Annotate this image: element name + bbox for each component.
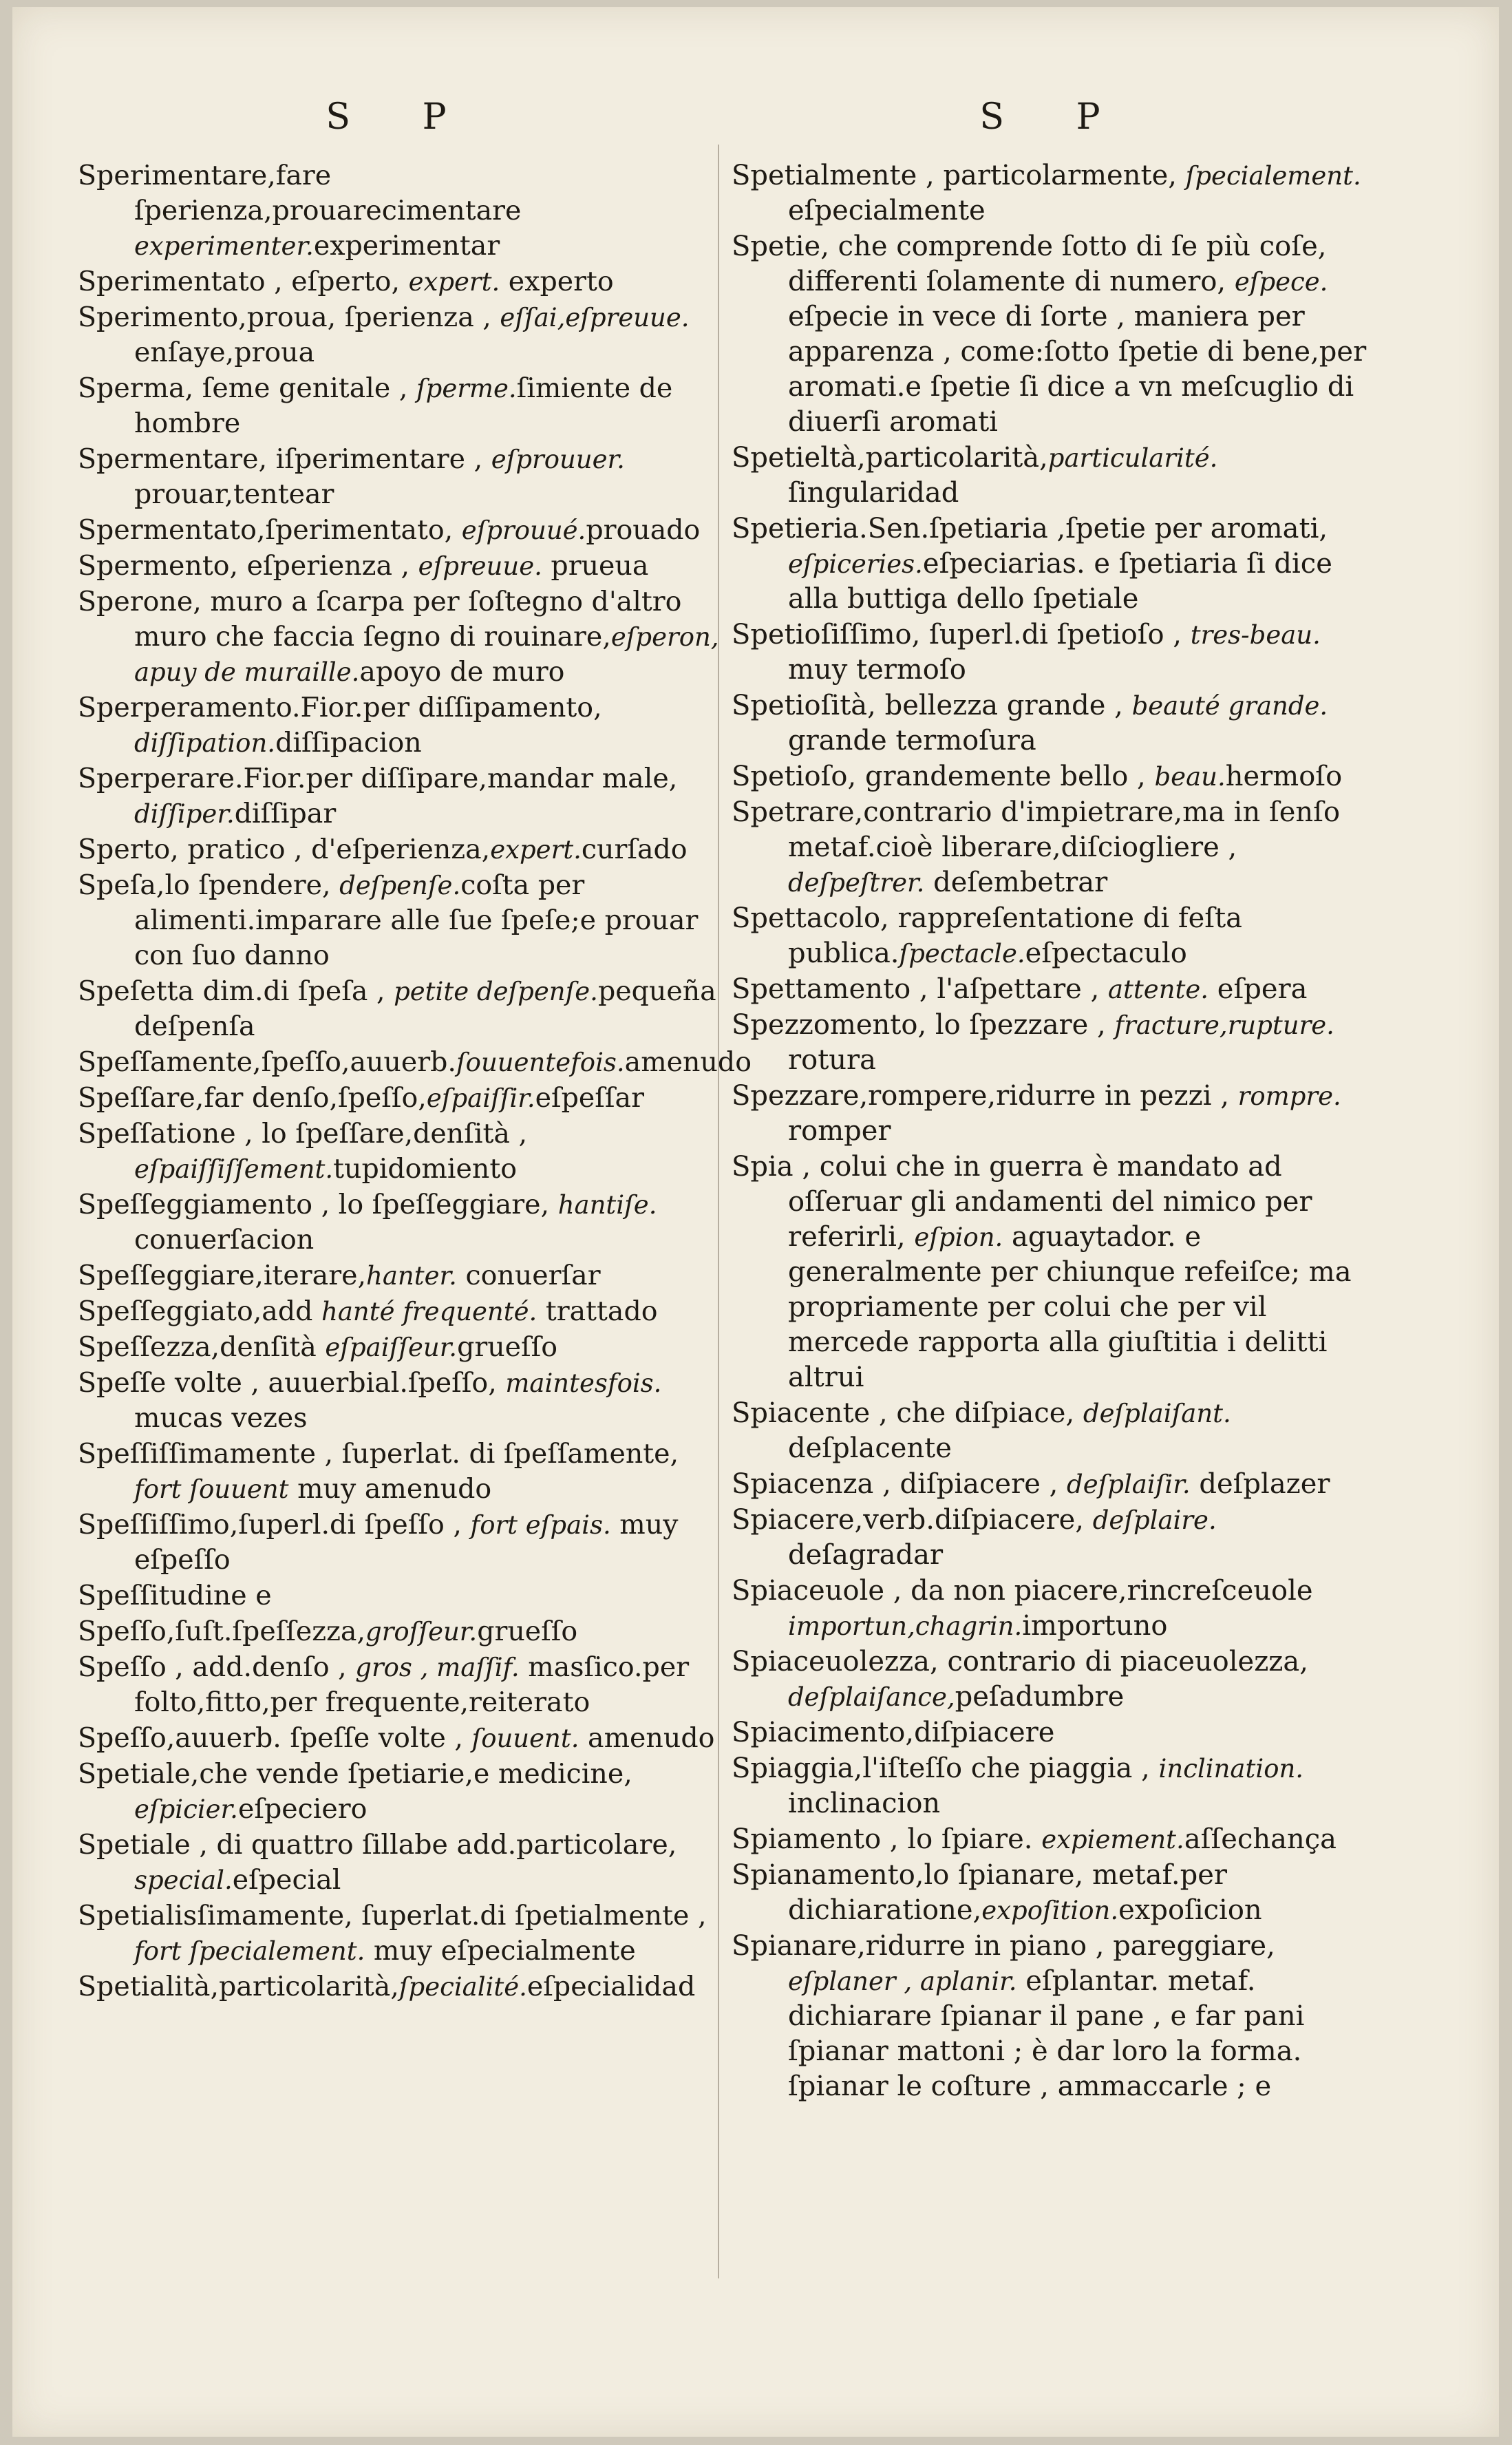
entry-definition: ,denſità bbox=[211, 1331, 326, 1363]
dictionary-entry bbox=[78, 1828, 725, 1898]
entry-spanish: eſplantar. metaf. dichiarare ſpianar il pane , e far pani ſpianar mattoni ; è dar loro la forma. ſpianar le coſture , ammaccarle ; e bbox=[788, 1965, 1305, 2102]
entry-definition: , diſpiacere , bbox=[873, 1468, 1067, 1500]
left-running-head: S P bbox=[326, 96, 477, 138]
entry-french: eſpreuue. bbox=[418, 551, 542, 581]
entry-spanish: trattado bbox=[537, 1295, 658, 1327]
dictionary-entry bbox=[732, 1929, 1378, 2104]
entry-spanish: eſpecie in vece di ſorte , maniera per apparenza , come:ſotto ſpetie di bene,per aromati.e ſpetie ſi dice a vn meſcuglio di diuerſi aromati bbox=[788, 301, 1367, 438]
entry-lemma: Spermento bbox=[78, 550, 230, 582]
entry-lemma: Sperma bbox=[78, 372, 185, 404]
entry-lemma: Spermentare bbox=[78, 443, 259, 475]
dictionary-entry bbox=[732, 688, 1378, 759]
entry-spanish: muy eſpecialmente bbox=[365, 1935, 636, 1967]
entry-spanish: muy termoſo bbox=[788, 654, 966, 686]
dictionary-entry bbox=[732, 511, 1378, 617]
entry-definition: , iſperimentare , bbox=[258, 443, 491, 475]
entry-spanish: conuerſar bbox=[456, 1260, 601, 1291]
dictionary-entry bbox=[732, 1079, 1378, 1149]
entry-lemma: Spianamento bbox=[732, 1859, 915, 1891]
dictionary-entry bbox=[78, 264, 725, 299]
entry-definition: , muro a ſcarpa per ſoſtegno d'altro muro che faccia ſegno di rouinare, bbox=[134, 586, 682, 653]
entry-french: eſpaiſſiſſement. bbox=[134, 1154, 334, 1184]
entry-lemma: Spetieria bbox=[732, 513, 859, 544]
entry-spanish: eſpectaculo bbox=[1025, 938, 1187, 969]
entry-definition: , rappreſentatione di feſta publica. bbox=[788, 902, 1243, 969]
entry-definition: ,verb.diſpiacere, bbox=[854, 1504, 1093, 1536]
entry-definition: , ſuperlat.di ſpetialmente , bbox=[344, 1900, 707, 1931]
dictionary-entry bbox=[78, 1507, 725, 1578]
dictionary-entry bbox=[732, 1467, 1378, 1502]
dictionary-entry bbox=[732, 1574, 1378, 1644]
dictionary-entry bbox=[732, 1644, 1378, 1715]
entry-spanish: amenudo bbox=[579, 1722, 715, 1754]
entry-french: deſplaiſir. bbox=[1067, 1470, 1191, 1499]
dictionary-entry bbox=[78, 832, 725, 867]
entry-definition: , che comprende ſotto di ſe più coſe, differenti ſolamente di numero, bbox=[788, 231, 1327, 297]
entry-lemma: Spia bbox=[732, 1151, 794, 1183]
entry-lemma: Spetialità bbox=[78, 1971, 211, 2002]
entry-french: expert. bbox=[490, 835, 582, 865]
entry-definition: , particolarmente, bbox=[917, 160, 1186, 191]
entry-lemma: Spettacolo bbox=[732, 902, 881, 934]
entry-definition: .Fior.per diſſipamento, bbox=[291, 692, 602, 723]
entry-lemma: Spetrare bbox=[732, 796, 855, 828]
entry-spanish: pequeña deſpenſa bbox=[134, 975, 716, 1042]
entry-lemma: Sperperare bbox=[78, 763, 235, 794]
entry-spanish: hermoſo bbox=[1225, 761, 1343, 792]
dictionary-entry bbox=[78, 1757, 725, 1827]
entry-definition: ,far denſo,ſpeſſo, bbox=[195, 1082, 427, 1114]
entry-spanish: romper bbox=[788, 1115, 891, 1147]
entry-definition: , che diſpiace, bbox=[870, 1397, 1083, 1429]
entry-lemma: Speſſare bbox=[78, 1082, 195, 1114]
entry-definition: , eſperto, bbox=[265, 266, 409, 297]
entry-spanish: grueſſo bbox=[457, 1331, 558, 1363]
entry-lemma: Sperimentato bbox=[78, 266, 266, 297]
entry-lemma: Speſſeggiato bbox=[78, 1295, 253, 1327]
entry-definition: , contrario di piaceuolezza, bbox=[930, 1646, 1308, 1677]
entry-definition: , lo ſpeſſare,denſità , bbox=[235, 1118, 528, 1150]
entry-french: expiement. bbox=[1041, 1825, 1184, 1854]
entry-lemma: Spiacimento bbox=[732, 1717, 906, 1748]
right-running-head: S P bbox=[979, 96, 1131, 138]
entry-definition: , ſeme genitale , bbox=[184, 372, 416, 404]
dictionary-entry bbox=[732, 1858, 1378, 1928]
entry-definition: .Fior.per diſſipare,mandar male, bbox=[234, 763, 678, 794]
entry-spanish: expoſicion bbox=[1118, 1894, 1262, 1926]
entry-french: fort eſpais. bbox=[470, 1510, 611, 1540]
entry-spanish: rotura bbox=[788, 1044, 877, 1076]
entry-lemma: Speſetta bbox=[78, 975, 195, 1007]
entry-spanish: eſpecial bbox=[232, 1864, 341, 1896]
entry-definition: ,auuerb. ſpeſſe volte , bbox=[166, 1722, 472, 1754]
entry-spanish: deſplacente bbox=[788, 1432, 952, 1464]
dictionary-entry bbox=[78, 1081, 725, 1116]
entry-definition: , da non piacere,rincreſceuole bbox=[884, 1575, 1313, 1607]
dictionary-entry bbox=[732, 1396, 1378, 1466]
entry-lemma: Spetiale bbox=[78, 1829, 191, 1861]
entry-lemma: Sperimento bbox=[78, 301, 239, 333]
entry-definition: , l'aſpettare , bbox=[911, 973, 1108, 1005]
entry-spanish: aſſechança bbox=[1184, 1823, 1337, 1855]
entry-definition: ,ſuperl.di ſpeſſo , bbox=[229, 1509, 471, 1541]
entry-french: eſpicier. bbox=[134, 1795, 238, 1824]
entry-spanish: mucas vezes bbox=[134, 1402, 308, 1434]
entry-definition: , ſuperlat. di ſpeſſamente, bbox=[316, 1438, 679, 1470]
entry-spanish: eſpecialidad bbox=[526, 1971, 696, 2002]
entry-french: eſpaiſſeur. bbox=[325, 1333, 458, 1362]
entry-definition: , di quattro ſillabe add.particolare, bbox=[190, 1829, 677, 1861]
dictionary-entry bbox=[78, 1721, 725, 1756]
entry-french: diſſiper. bbox=[134, 799, 235, 829]
dictionary-entry bbox=[732, 617, 1378, 688]
entry-spanish: peſadumbre bbox=[955, 1681, 1125, 1713]
entry-definition: ,l'iſteſſo che piaggia , bbox=[853, 1753, 1159, 1784]
entry-french: experimenter. bbox=[134, 231, 314, 261]
dictionary-entry bbox=[732, 1822, 1378, 1857]
entry-spanish: deſembetrar bbox=[924, 867, 1108, 898]
entry-lemma: Spezzare bbox=[732, 1080, 860, 1112]
dictionary-entry bbox=[78, 1116, 725, 1187]
entry-lemma: Spetialmente bbox=[732, 160, 917, 191]
entry-french: groſſeur. bbox=[365, 1617, 478, 1647]
dictionary-entry bbox=[78, 1437, 725, 1507]
entry-french: inclination. bbox=[1158, 1754, 1304, 1784]
entry-spanish: importuno bbox=[1022, 1610, 1168, 1642]
entry-french: fort ſouuent bbox=[134, 1474, 289, 1504]
entry-french: eſſai,eſpreuue. bbox=[500, 303, 690, 332]
entry-definition: , grandemente bello , bbox=[847, 761, 1155, 792]
entry-lemma: Spiacente bbox=[732, 1397, 871, 1429]
entry-definition: , add.denſo , bbox=[166, 1651, 356, 1683]
entry-definition: , lo ſpezzare , bbox=[917, 1009, 1115, 1041]
entry-spanish: diſſipar bbox=[234, 798, 337, 829]
entry-french: eſpiceries. bbox=[788, 549, 923, 579]
entry-lemma: Spezzomento bbox=[732, 1009, 918, 1041]
entry-lemma: Speſſo bbox=[78, 1651, 167, 1683]
entry-lemma: Speſſiſſimo bbox=[78, 1509, 230, 1541]
entry-french: ſperme. bbox=[416, 374, 517, 403]
dictionary-entry bbox=[78, 584, 725, 690]
dictionary-entry bbox=[78, 974, 725, 1044]
entry-spanish: diſſipacion bbox=[275, 727, 422, 759]
entry-french: deſpeſtrer. bbox=[788, 868, 925, 898]
dictionary-entry bbox=[78, 1898, 725, 1969]
entry-lemma: Sperimentare bbox=[78, 160, 268, 191]
dictionary-entry bbox=[732, 1008, 1378, 1078]
right-column bbox=[732, 89, 1378, 2105]
entry-definition: , lo ſpeſſeggiare, bbox=[312, 1189, 558, 1220]
entry-spanish: experimentar bbox=[313, 230, 500, 262]
entry-definition: e bbox=[246, 1580, 272, 1611]
entry-definition: , auuerbial.ſpeſſo, bbox=[242, 1367, 506, 1399]
entry-french: eſperon, apuy de muraille. bbox=[134, 622, 719, 687]
dictionary-entry bbox=[732, 441, 1378, 511]
dictionary-entry bbox=[78, 1650, 725, 1720]
dictionary-entry bbox=[732, 901, 1378, 971]
entry-lemma: Speſſezza bbox=[78, 1331, 211, 1363]
entry-definition: ,ridurre in piano , pareggiare, bbox=[857, 1930, 1275, 1962]
entry-french: gros , maſſif. bbox=[355, 1653, 520, 1682]
entry-french: ſpecialement. bbox=[1185, 161, 1361, 191]
entry-definition: ,proua, ſperienza , bbox=[238, 301, 500, 333]
entry-lemma: Speſſitudine bbox=[78, 1580, 247, 1611]
entry-spanish: experto bbox=[500, 266, 614, 297]
entry-french: deſplaire. bbox=[1092, 1505, 1217, 1535]
entry-french: hanté frequenté. bbox=[321, 1297, 537, 1326]
entry-french: eſplaner , aplanir. bbox=[788, 1967, 1017, 1996]
entry-french: diſſipation. bbox=[134, 728, 276, 758]
entry-french: special. bbox=[134, 1865, 233, 1895]
entry-lemma: Sperperamento bbox=[78, 692, 292, 723]
entry-french: particularité. bbox=[1047, 443, 1218, 473]
entry-lemma: Speſſo bbox=[78, 1722, 167, 1754]
dictionary-entry bbox=[78, 1330, 725, 1365]
entry-definition: ,fare ſperienza,prouarecimentare bbox=[134, 160, 522, 226]
entry-french: hanter. bbox=[366, 1261, 457, 1291]
dictionary-entry bbox=[732, 972, 1378, 1007]
dictionary-entry bbox=[732, 1715, 1378, 1750]
entry-definition: ,particolarità, bbox=[210, 1971, 399, 2002]
entry-french: rompre. bbox=[1237, 1081, 1341, 1111]
entry-lemma: Speſſatione bbox=[78, 1118, 236, 1150]
dictionary-entry bbox=[78, 442, 725, 512]
entry-spanish: curſado bbox=[581, 834, 688, 865]
dictionary-entry bbox=[78, 1187, 725, 1258]
dictionary-entry bbox=[732, 759, 1378, 794]
entry-definition: ,lo ſpendere, bbox=[156, 869, 340, 901]
entry-french: expoſition. bbox=[981, 1896, 1119, 1925]
entry-lemma: Speſſiſſimamente bbox=[78, 1438, 316, 1470]
dictionary-entry bbox=[78, 158, 725, 264]
right-entries bbox=[732, 158, 1378, 2104]
entry-lemma: Speſſeggiare bbox=[78, 1260, 255, 1291]
entry-lemma: Spiaceuole bbox=[732, 1575, 885, 1607]
entry-definition: , ſuperl.di ſpetioſo , bbox=[911, 619, 1191, 650]
dictionary-entry bbox=[78, 1969, 725, 2004]
dictionary-entry bbox=[732, 158, 1378, 229]
entry-french: eſprouuer. bbox=[491, 445, 625, 474]
entry-spanish: deſagradar bbox=[788, 1539, 944, 1571]
entry-lemma: Spermentato bbox=[78, 514, 257, 546]
dictionary-entry bbox=[732, 1503, 1378, 1573]
dictionary-page bbox=[12, 7, 1499, 2437]
entry-lemma: Spiaceuolezza bbox=[732, 1646, 930, 1677]
dictionary-entry bbox=[732, 1150, 1378, 1395]
entry-definition: .Sen.ſpetiaria ,ſpetie per aromati, bbox=[858, 513, 1328, 544]
entry-spanish: inclinacion bbox=[788, 1788, 941, 1819]
entry-lemma: Speſa bbox=[78, 869, 156, 901]
entry-lemma: Spetioſità bbox=[732, 690, 868, 721]
entry-spanish: ſingularidad bbox=[788, 477, 959, 509]
entry-french: eſprouué. bbox=[461, 516, 586, 545]
dictionary-entry bbox=[732, 1751, 1378, 1821]
dictionary-entry bbox=[732, 229, 1378, 440]
entry-spanish: tupidomiento bbox=[333, 1153, 517, 1185]
entry-french: importun,chagrin. bbox=[788, 1611, 1023, 1641]
dictionary-entry bbox=[78, 513, 725, 548]
entry-lemma: Spetie bbox=[732, 231, 821, 262]
entry-definition: ,add bbox=[253, 1295, 321, 1327]
entry-french: fort ſpecialement. bbox=[134, 1936, 365, 1966]
entry-definition: , pratico , d'eſperienza, bbox=[170, 834, 491, 865]
dictionary-entry bbox=[78, 300, 725, 370]
entry-spanish: aguaytador. e generalmente per chiunque refeiſce; ma propriamente per colui che per vil mercede rapporta alla giuſtitia i delitti altrui bbox=[788, 1221, 1352, 1393]
entry-lemma: Spiacenza bbox=[732, 1468, 874, 1500]
entry-spanish: grueſſo bbox=[477, 1616, 578, 1647]
left-column bbox=[78, 89, 752, 2005]
entry-lemma: Spetioſiſſimo bbox=[732, 619, 912, 650]
dictionary-entry bbox=[78, 1578, 725, 1613]
entry-french: eſpion. bbox=[914, 1222, 1003, 1252]
entry-spanish: conuerſacion bbox=[134, 1224, 315, 1256]
entry-lemma: Speſſo bbox=[78, 1616, 167, 1647]
entry-lemma: Spetiale bbox=[78, 1758, 191, 1790]
entry-lemma: Spiamento bbox=[732, 1823, 882, 1855]
entry-lemma: Speſſamente bbox=[78, 1046, 253, 1078]
entry-lemma: Spianare bbox=[732, 1930, 858, 1962]
entry-definition: ,rompere,ridurre in pezzi , bbox=[859, 1080, 1238, 1112]
entry-lemma: Spetioſo bbox=[732, 761, 848, 792]
entry-french: ſouuent. bbox=[471, 1724, 579, 1753]
entry-french: beau. bbox=[1154, 762, 1226, 792]
entry-spanish: eſpeciero bbox=[237, 1793, 368, 1825]
dictionary-entry bbox=[78, 761, 725, 832]
entry-spanish: prueua bbox=[542, 550, 649, 582]
dictionary-entry bbox=[78, 1258, 725, 1293]
left-entries bbox=[78, 158, 752, 2004]
dictionary-entry bbox=[78, 690, 725, 761]
entry-definition: ,ſpeſſo,auuerb. bbox=[253, 1046, 456, 1078]
entry-spanish: enſaye,proua bbox=[134, 337, 315, 368]
entry-definition: ,ſuſt.ſpeſſezza, bbox=[166, 1616, 366, 1647]
entry-definition: ,ſperimentato, bbox=[256, 514, 462, 546]
entry-french: ſouuentefois. bbox=[456, 1048, 625, 1077]
entry-definition: ,lo ſpianare, metaf.per dichiaratione, bbox=[788, 1859, 1227, 1926]
entry-french: petite deſpenſe. bbox=[394, 977, 598, 1006]
entry-french: expert. bbox=[408, 267, 500, 297]
entry-lemma: Spetialisſimamente bbox=[78, 1900, 345, 1931]
entry-french: maintesfois. bbox=[505, 1368, 662, 1398]
entry-definition: dim.di ſpeſa , bbox=[194, 975, 394, 1007]
column-divider bbox=[718, 145, 719, 2278]
dictionary-entry bbox=[78, 549, 725, 584]
entry-spanish: eſpeciarias. e ſpetiaria ſi dice alla buttiga dello ſpetiale bbox=[788, 548, 1332, 615]
entry-spanish: amenudo bbox=[624, 1046, 752, 1078]
entry-french: eſpaiſſir. bbox=[426, 1083, 535, 1113]
entry-lemma: Spiaggia bbox=[732, 1753, 854, 1784]
dictionary-entry bbox=[78, 1614, 725, 1649]
entry-french: deſpenſe. bbox=[339, 871, 461, 900]
entry-definition: , colui che in guerra è mandato ad oſſeruar gli andamenti del nimico per referirli, bbox=[788, 1151, 1312, 1253]
dictionary-entry bbox=[732, 795, 1378, 900]
entry-lemma: Spiacere bbox=[732, 1504, 855, 1536]
dictionary-entry bbox=[78, 1294, 725, 1329]
entry-lemma: Sperto bbox=[78, 834, 171, 865]
entry-french: deſplaiſant. bbox=[1083, 1399, 1231, 1428]
dictionary-entry bbox=[78, 371, 725, 441]
entry-spanish: muy eſpeſſo bbox=[134, 1509, 679, 1576]
entry-french: beauté grande. bbox=[1131, 691, 1328, 721]
entry-french: hantiſe. bbox=[557, 1190, 657, 1220]
entry-spanish: eſpeſſar bbox=[535, 1082, 644, 1114]
entry-spanish: ſimiente de hombre bbox=[134, 372, 673, 439]
entry-definition: ,contrario d'impietrare,ma in ſenſo metaf.cioè liberare,diſciogliere , bbox=[788, 796, 1341, 863]
entry-spanish: prouar,tentear bbox=[134, 478, 334, 510]
entry-definition: ,particolarità, bbox=[856, 442, 1048, 474]
entry-spanish: eſpecialmente bbox=[788, 195, 986, 226]
entry-french: ſpectacle. bbox=[899, 939, 1025, 969]
entry-definition: ,diſpiacere bbox=[905, 1717, 1055, 1748]
entry-french: fracture,rupture. bbox=[1114, 1010, 1334, 1040]
entry-spanish: eſpera bbox=[1208, 973, 1308, 1005]
entry-french: eſpece. bbox=[1234, 267, 1328, 297]
entry-spanish: grande termoſura bbox=[788, 725, 1036, 756]
entry-definition: , bellezza grande , bbox=[867, 690, 1132, 721]
entry-spanish: prouado bbox=[586, 514, 701, 546]
entry-spanish: masſico.per folto,fitto,per frequente,reiterato bbox=[134, 1651, 690, 1718]
entry-french: tres-beau. bbox=[1190, 620, 1321, 650]
entry-definition: ,che vende ſpetiarie,e medicine, bbox=[190, 1758, 632, 1790]
entry-lemma: Spetieltà bbox=[732, 442, 857, 474]
entry-spanish: coſta per alimenti.imparare alle ſue ſpeſe;e prouar con ſuo danno bbox=[134, 869, 699, 971]
entry-french: attente. bbox=[1108, 975, 1209, 1004]
entry-lemma: Sperone bbox=[78, 586, 193, 617]
entry-french: deſplaiſance, bbox=[788, 1682, 955, 1712]
entry-lemma: Spettamento bbox=[732, 973, 911, 1005]
entry-lemma: Speſſeggiamento bbox=[78, 1189, 313, 1220]
entry-spanish: deſplazer bbox=[1190, 1468, 1330, 1500]
entry-french: ſpecialité. bbox=[398, 1972, 527, 2002]
entry-spanish: apoyo de muro bbox=[359, 656, 565, 688]
entry-spanish: muy amenudo bbox=[288, 1473, 492, 1505]
entry-lemma: Speſſe volte bbox=[78, 1367, 242, 1399]
entry-definition: , lo ſpiare. bbox=[881, 1823, 1042, 1855]
dictionary-entry bbox=[78, 1366, 725, 1436]
entry-definition: , eſperienza , bbox=[229, 550, 418, 582]
dictionary-entry bbox=[78, 868, 725, 973]
dictionary-entry bbox=[78, 1045, 752, 1080]
entry-definition: ,iterare, bbox=[255, 1260, 367, 1291]
